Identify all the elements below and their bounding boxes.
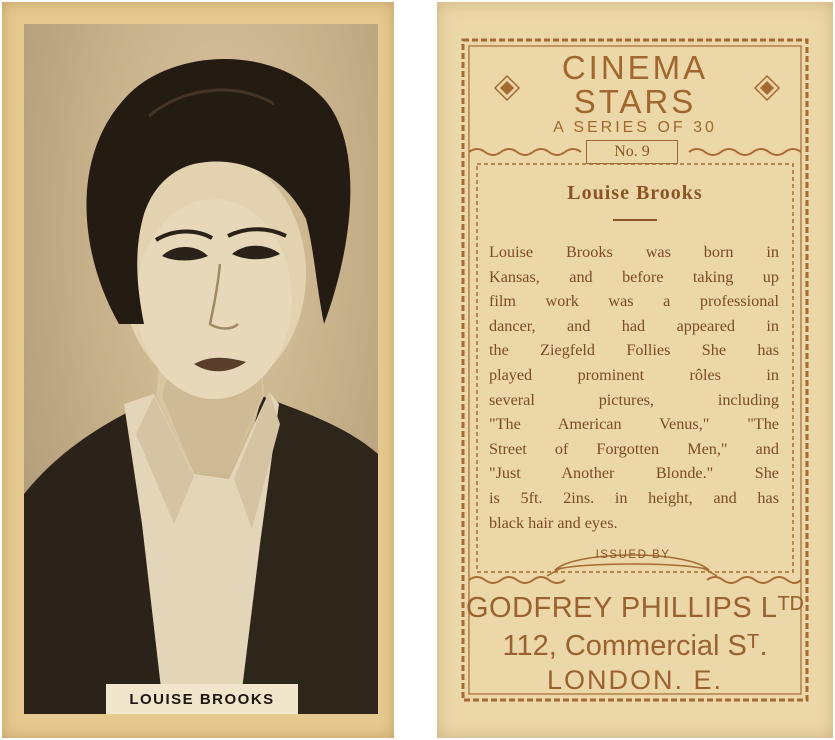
back-title-stars: STARS [573,83,697,120]
front-card [2,2,394,738]
company-street: 112, Commercial Sᵀ. [502,630,768,662]
bio-line: played prominent rôles in [489,365,779,384]
bio-line: Street of Forgotten Men," and [489,439,779,458]
bio-line: is 5ft. 2ins. in height, and has [489,488,779,507]
back-title-cinema: CINEMA [561,49,709,86]
biography-text [489,240,779,535]
bio-line: Kansas, and before taking up [489,267,779,286]
portrait-photo [24,24,378,714]
bio-line: the Ziegfeld Follies She has [489,341,779,360]
portrait-illustration [24,24,378,714]
series-label: A SERIES OF 30 [553,119,717,136]
bio-line: Louise Brooks was born in [489,243,779,261]
name-divider [613,219,657,221]
bio-line: "Just Another Blonde." She [489,464,779,483]
bio-line: film work was a professional [489,292,779,311]
issued-by-banner: ISSUED BY [595,549,671,561]
bio-line: dancer, and had appeared in [489,316,779,335]
company-name: GODFREY PHILLIPS Lᵀᴰ [465,592,805,624]
card-number: No. 9 [586,140,678,164]
star-name: Louise Brooks [567,182,703,204]
back-card [437,2,833,738]
bio-line: black hair and eyes. [489,513,618,532]
bio-line: "The American Venus," "The [489,415,779,434]
bio-line: several pictures, including [489,390,779,409]
company-city: LONDON. E. [546,665,724,695]
card-caption: LOUISE BROOKS [106,684,298,714]
